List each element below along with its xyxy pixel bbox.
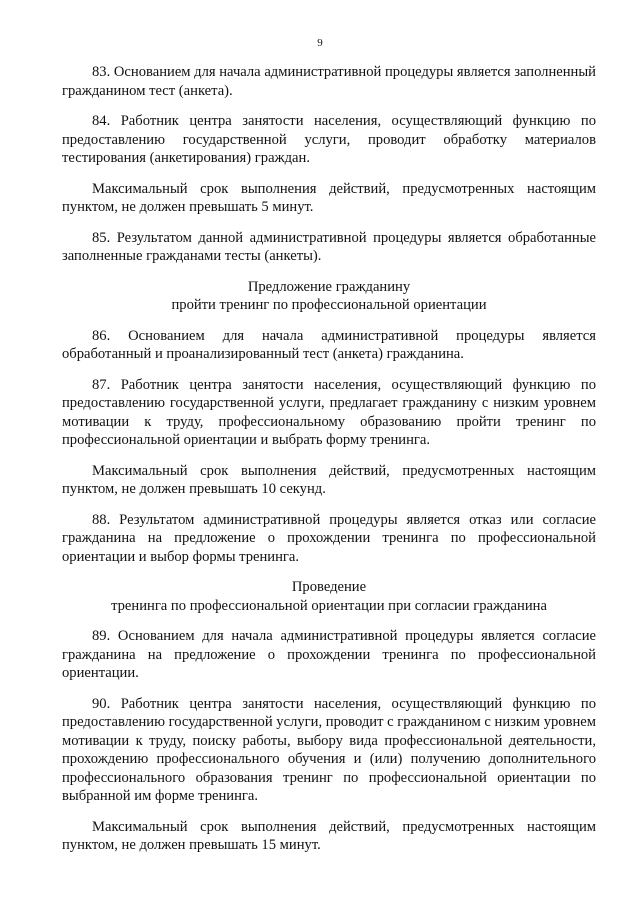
paragraph-90-time-limit: Максимальный срок выполнения действий, предусмотренных настоящим пунктом, не должен превышать 15 минут. xyxy=(62,818,596,853)
paragraph-87: 87. Работник центра занятости населения, осуществляющий функцию по предоставлению государственной услуги, предлагает гражданину с низким уровнем мотивации к труду, профессиональному образованию пройти тренинг по профессиональной ориентации и выбрать форму тренинга. xyxy=(62,376,596,448)
document-body xyxy=(62,63,596,867)
paragraph-83: 83. Основанием для начала административной процедуры является заполненный гражданином тест (анкета). xyxy=(62,64,596,99)
section-heading-line: тренинга по профессиональной ориентации при согласии гражданина xyxy=(111,597,547,614)
section-heading-line: Проведение xyxy=(291,579,367,595)
paragraph-85: 85. Результатом данной административной процедуры является обработанные заполненные гражданами тесты (анкеты). xyxy=(62,229,596,264)
section-heading-offer-training xyxy=(62,278,596,315)
section-heading-line: Предложение гражданину xyxy=(247,278,411,295)
paragraph-86: 86. Основанием для начала административной процедуры является обработанный и проанализированный тест (анкета) гражданина. xyxy=(62,327,596,362)
section-heading-line: пройти тренинг по профессиональной ориентации xyxy=(171,297,487,313)
paragraph-88: 88. Результатом административной процедуры является отказ или согласие гражданина на предложение о прохождении тренинга по профессиональной ориентации и выбор формы тренинга. xyxy=(62,511,596,565)
paragraph-87-time-limit: Максимальный срок выполнения действий, предусмотренных настоящим пунктом, не должен превышать 10 секунд. xyxy=(62,462,596,497)
paragraph-84: 84. Работник центра занятости населения, осуществляющий функцию по предоставлению государственной услуги, проводит обработку материалов тестирования (анкетирования) граждан. xyxy=(62,113,596,166)
section-heading-conduct-training xyxy=(62,578,596,615)
paragraph-89: 89. Основанием для начала административной процедуры является согласие гражданина на предложение о прохождении тренинга по профессиональной ориентации. xyxy=(62,628,596,681)
page-number: 9 xyxy=(317,37,323,49)
paragraph-90: 90. Работник центра занятости населения, осуществляющий функцию по предоставлению государственной услуги, проводит с гражданином с низким уровнем мотивации к труду, поиску работы, выбору вида профессиональной деятельности, прохождению профессионального обучения и (или) получению дополнительного профессионального образования тренинг по профессиональной ориентации по выбранной им форме тренинга. xyxy=(62,695,596,804)
paragraph-84-time-limit: Максимальный срок выполнения действий, предусмотренных настоящим пунктом, не должен превышать 5 минут. xyxy=(62,180,596,215)
